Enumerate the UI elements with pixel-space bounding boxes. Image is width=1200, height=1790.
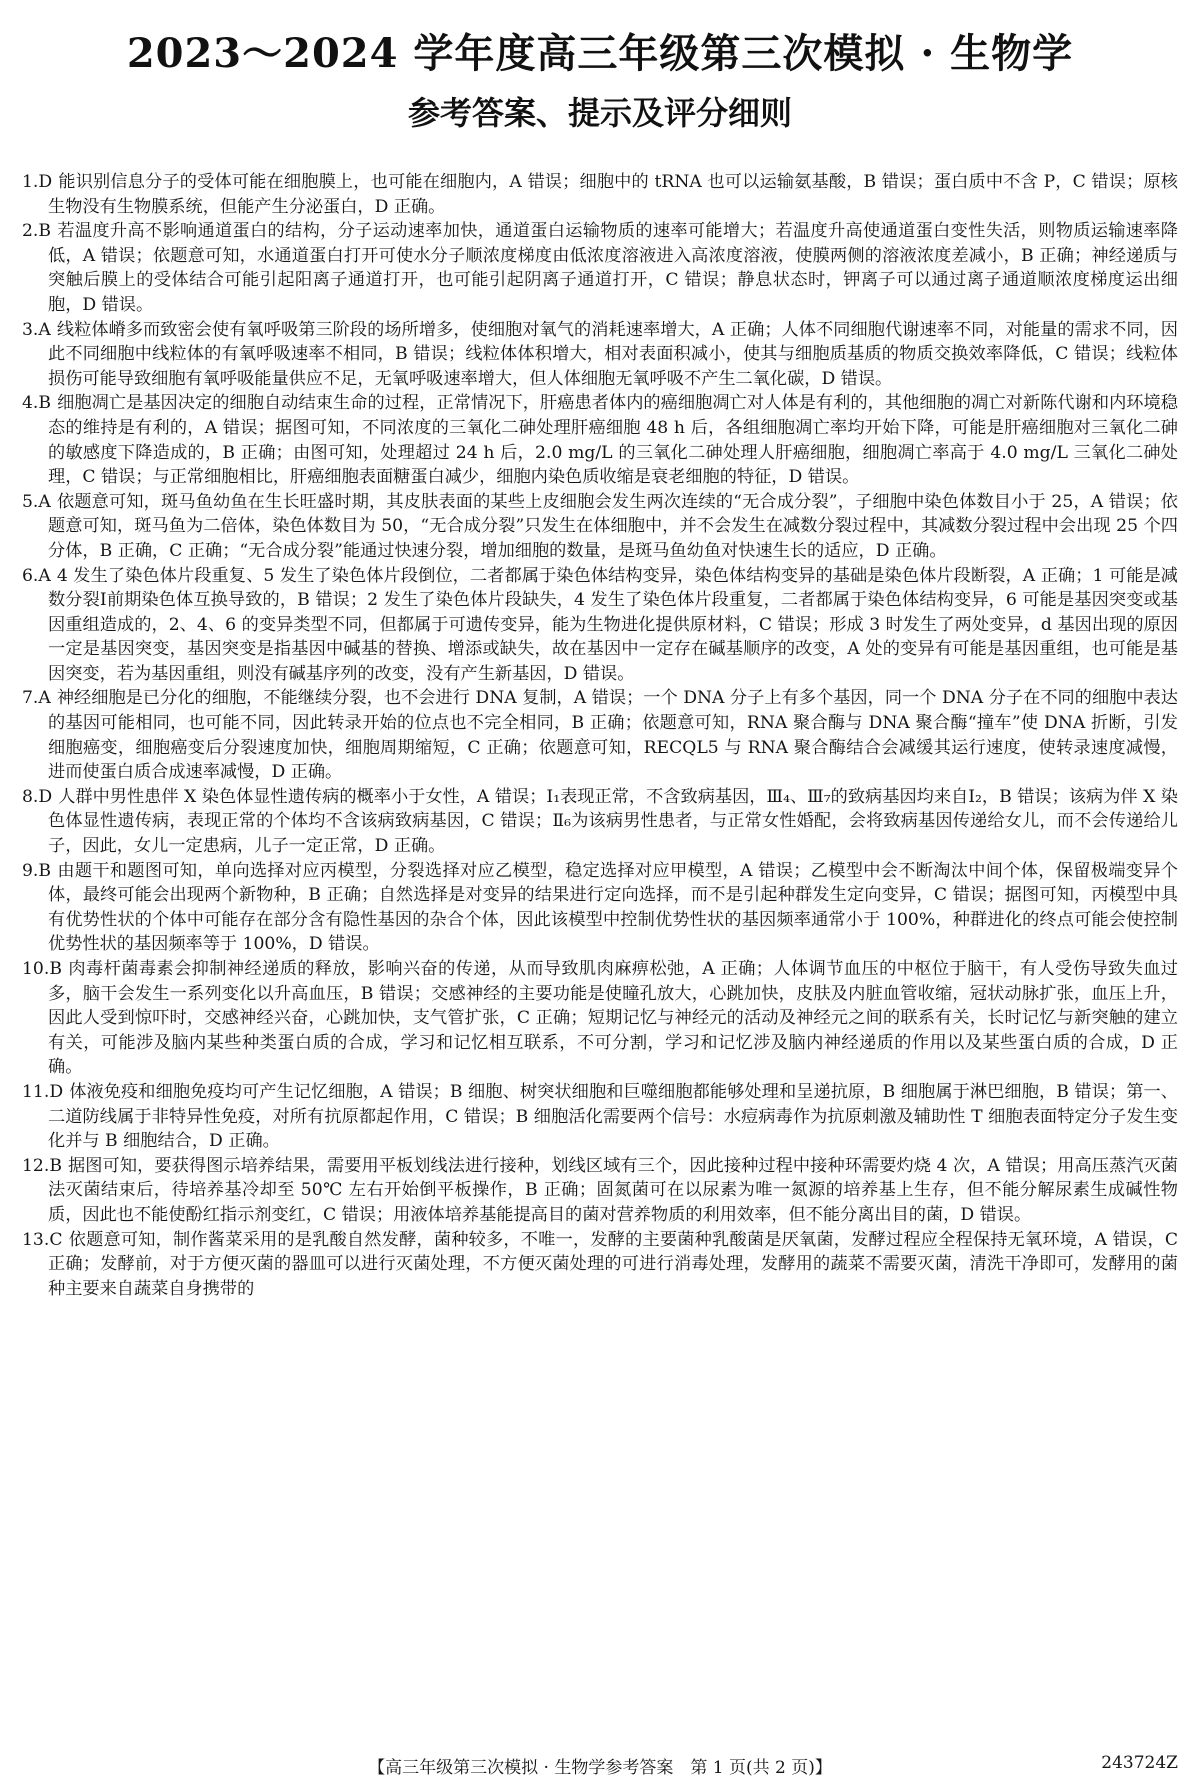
- answer-text: 神经细胞是已分化的细胞，不能继续分裂，也不会进行 DNA 复制，A 错误；一个 DNA 分子上有多个基因，同一个 DNA 分子在不同的细胞中表达的基因可能相同，也可能不同，因此转录开始的位点也不完全相同，B 正确；依题意可知，RNA 聚合酶与 DNA 聚合酶“撞车”使 DNA 折断，引发细胞癌变，细胞癌变后分裂速度加快，细胞周期缩短，C 正确；依题意可知，RECQL5 与 RNA 聚合酶结合会减缓其运行速度，使转录速度减慢，进而使蛋白质合成速率减慢，D 正确。: [48, 688, 1178, 783]
- answer-text: 肉毒杆菌毒素会抑制神经递质的释放，影响兴奋的传递，从而导致肌肉麻痹松弛，A 正确；人体调节血压的中枢位于脑干，有人受伤导致失血过多，脑干会发生一系列变化以升高血压，B 错误；交感神经的主要功能是使瞳孔放大，心跳加快，皮肤及内脏血管收缩，冠状动脉扩张，血压上升，因此人受到惊吓时，交感神经兴奋，心跳加快，支气管扩张，C 正确；短期记忆与神经元的活动及神经元之间的联系有关，长时记忆与新突触的建立有关，可能涉及脑内某些种类蛋白质的合成，学习和记忆相互联系，不可分割，学习和记忆涉及脑内神经递质的作用以及某些蛋白质的合成，D 正确。: [48, 959, 1178, 1078]
- answer-text: 4 发生了染色体片段重复、5 发生了染色体片段倒位，二者都属于染色体结构变异，染色体结构变异的基础是染色体片段断裂，A 正确；1 可能是减数分裂Ⅰ前期染色体互换导致的，B 错误；2 发生了染色体片段缺失，4 发生了染色体片段重复，二者都属于染色体结构变异，6 可能是基因突变或基因重组造成的，2、4、6 的变异类型不同，但都属于可遗传变异，能为生物进化提供原材料，C 错误；形成 3 时发生了两处变异，d 基因出现的原因一定是基因突变，基因突变是指基因中碱基的替换、增添或缺失，故在基因中一定存在碱基顺序的改变，A 处的变异有可能是基因重组，也可能是基因突变，若为基因重组，则没有碱基序列的改变，没有产生新基因，D 错误。: [48, 565, 1178, 684]
- answer-item: [22, 564, 1178, 687]
- answer-item: [22, 490, 1178, 564]
- answer-number: 3.A: [22, 319, 51, 340]
- answer-number: 8.D: [22, 786, 53, 807]
- answer-number: 4.B: [22, 393, 52, 414]
- answer-number: 1.D: [22, 172, 53, 192]
- answer-item: [22, 391, 1178, 489]
- answer-number: 5.A: [22, 491, 51, 512]
- answer-text: 人群中男性患伴 X 染色体显性遗传病的概率小于女性，A 错误；Ⅰ₁表现正常，不含致病基因，Ⅲ₄、Ⅲ₇的致病基因均来自Ⅰ₂，B 错误；该病为伴 X 染色体显性遗传病，表现正常的个体均不含该病致病基因，C 错误；Ⅱ₆为该病男性患者，与正常女性婚配，会将致病基因传递给女儿，而不会传递给儿子，因此，女儿一定患病，儿子一定正常，D 正确。: [48, 786, 1178, 857]
- answer-text: 据图可知，要获得图示培养结果，需要用平板划线法进行接种，划线区域有三个，因此接种过程中接种环需要灼烧 4 次，A 错误；用高压蒸汽灭菌法灭菌结束后，待培养基冷却至 50℃ 左右开始倒平板操作，B 正确；固氮菌可在以尿素为唯一氮源的培养基上生存，但不能分解尿素生成碱性物质，因此也不能使酚红指示剂变红，C 错误；用液体培养基能提高目的菌对营养物质的利用效率，但不能分离出目的菌，D 错误。: [48, 1155, 1178, 1225]
- answer-text: 依题意可知，斑马鱼幼鱼在生长旺盛时期，其皮肤表面的某些上皮细胞会发生两次连续的“无合成分裂”，子细胞中染色体数目小于 25，A 错误；依题意可知，斑马鱼为二倍体，染色体数目为 50，“无合成分裂”只发生在体细胞中，并不会发生在减数分裂过程中，其减数分裂过程中会出现 25 个四分体，B 正确，C 正确；“无合成分裂”能通过快速分裂，增加细胞的数量，是斑马鱼幼鱼对快速生长的适应，D 正确。: [48, 491, 1178, 561]
- answer-item: [22, 219, 1178, 317]
- page-title: 2023～2024 学年度高三年级第三次模拟 · 生物学: [126, 30, 1074, 77]
- answer-number: 11.D: [22, 1081, 64, 1102]
- answer-text: 能识别信息分子的受体可能在细胞膜上，也可能在细胞内，A 错误；细胞中的 tRNA 也可以运输氨基酸，B 错误；蛋白质中不含 P，C 错误；原核生物没有生物膜系统，但能产生分泌蛋白，D 正确。: [48, 172, 1178, 217]
- answer-number: 6.A: [22, 565, 51, 586]
- answer-item: [22, 1080, 1178, 1154]
- answer-number: 2.B: [22, 221, 52, 242]
- footer-page-info: 【高三年级第三次模拟 · 生物学参考答案 第 1 页(共 2 页)】: [368, 1758, 832, 1778]
- answer-number: 7.A: [22, 688, 51, 709]
- answer-item: [22, 318, 1178, 392]
- answer-text: 细胞凋亡是基因决定的细胞自动结束生命的过程，正常情况下，肝癌患者体内的癌细胞凋亡对人体是有利的，其他细胞的凋亡对新陈代谢和内环境稳态的维持是有利的，A 错误；据图可知，不同浓度的三氧化二砷处理肝癌细胞 48 h 后，各组细胞凋亡率均开始下降，可能是肝癌细胞对三氧化二砷的敏感度下降造成的，B 正确；由图可知，处理超过 24 h 后，2.0 mg/L 的三氧化二砷处理人肝癌细胞，细胞凋亡率高于 4.0 mg/L 三氧化二砷处理，C 错误；与正常细胞相比，肝癌细胞表面糖蛋白减少，细胞内染色质收缩是衰老细胞的特征，D 错误。: [48, 393, 1178, 488]
- answer-text: 若温度升高不影响通道蛋白的结构，分子运动速率加快，通道蛋白运输物质的速率可能增大；若温度升高使通道蛋白变性失活，则物质运输速率降低，A 错误；依题意可知，水通道蛋白打开可使水分子顺浓度梯度由低浓度溶液进入高浓度溶液，使膜两侧的溶液浓度差减小，B 正确；神经递质与突触后膜上的受体结合可能引起阳离子通道打开，也可能引起阴离子通道打开，C 错误；静息状态时，钾离子可以通过离子通道顺浓度梯度运出细胞，D 错误。: [48, 221, 1178, 315]
- footer-code: 243724Z: [1101, 1753, 1178, 1773]
- answer-number: 13.C: [22, 1229, 63, 1250]
- answer-item: [22, 170, 1178, 219]
- answer-item: [22, 785, 1178, 859]
- answer-item: [22, 1228, 1178, 1302]
- answer-text: 由题干和题图可知，单向选择对应丙模型，分裂选择对应乙模型，稳定选择对应甲模型，A 错误；乙模型中会不断淘汰中间个体，保留极端变异个体，最终可能会出现两个新物种，B 正确；自然选择是对变异的结果进行定向选择，而不是引起种群发生定向变异，C 错误；据图可知，丙模型中具有优势性状的个体中可能存在部分含有隐性基因的杂合个体，因此该模型中控制优势性状的基因频率通常小于 100%，种群进化的终点可能会使控制优势性状的基因频率等于 100%，D 错误。: [48, 860, 1178, 955]
- answer-number: 10.B: [22, 959, 62, 979]
- answer-list: [22, 170, 1178, 1745]
- answer-number: 9.B: [22, 860, 52, 881]
- answer-item: [22, 1154, 1178, 1228]
- page-footer: [0, 1753, 1200, 1781]
- answer-text: 线粒体嵴多而致密会使有氧呼吸第三阶段的场所增多，使细胞对氧气的消耗速率增大，A 正确；人体不同细胞代谢速率不同，对能量的需求不同，因此不同细胞中线粒体的有氧呼吸速率不相同，B 错误；线粒体体积增大，相对表面积减小，使其与细胞质基质的物质交换效率降低，C 错误；线粒体损伤可能导致细胞有氧呼吸能量供应不足，无氧呼吸速率增大，但人体细胞无氧呼吸不产生二氧化碳，D 错误。: [48, 319, 1178, 389]
- answer-number: 12.B: [22, 1155, 62, 1176]
- answer-item: [22, 859, 1178, 957]
- answer-text: 体液免疫和细胞免疫均可产生记忆细胞，A 错误；B 细胞、树突状细胞和巨噬细胞都能够处理和呈递抗原，B 细胞属于淋巴细胞，B 错误；第一、二道防线属于非特异性免疫，对所有抗原都起作用，C 错误；B 细胞活化需要两个信号：水痘病毒作为抗原刺激及辅助性 T 细胞表面特定分子发生变化并与 B 细胞结合，D 正确。: [48, 1081, 1178, 1152]
- answer-item: [22, 957, 1178, 1080]
- answer-text: 依题意可知，制作酱菜采用的是乳酸自然发酵，菌种较多，不唯一，发酵的主要菌种乳酸菌是厌氧菌，发酵过程应全程保持无氧环境，A 错误，C 正确；发酵前，对于方便灭菌的器皿可以进行灭菌处理，不方便灭菌处理的可进行消毒处理，发酵用的蔬菜不需要灭菌，清洗干净即可，发酵用的菌种主要来自蔬菜自身携带的: [48, 1229, 1178, 1299]
- page-subtitle: 参考答案、提示及评分细则: [407, 94, 792, 132]
- answer-item: [22, 686, 1178, 784]
